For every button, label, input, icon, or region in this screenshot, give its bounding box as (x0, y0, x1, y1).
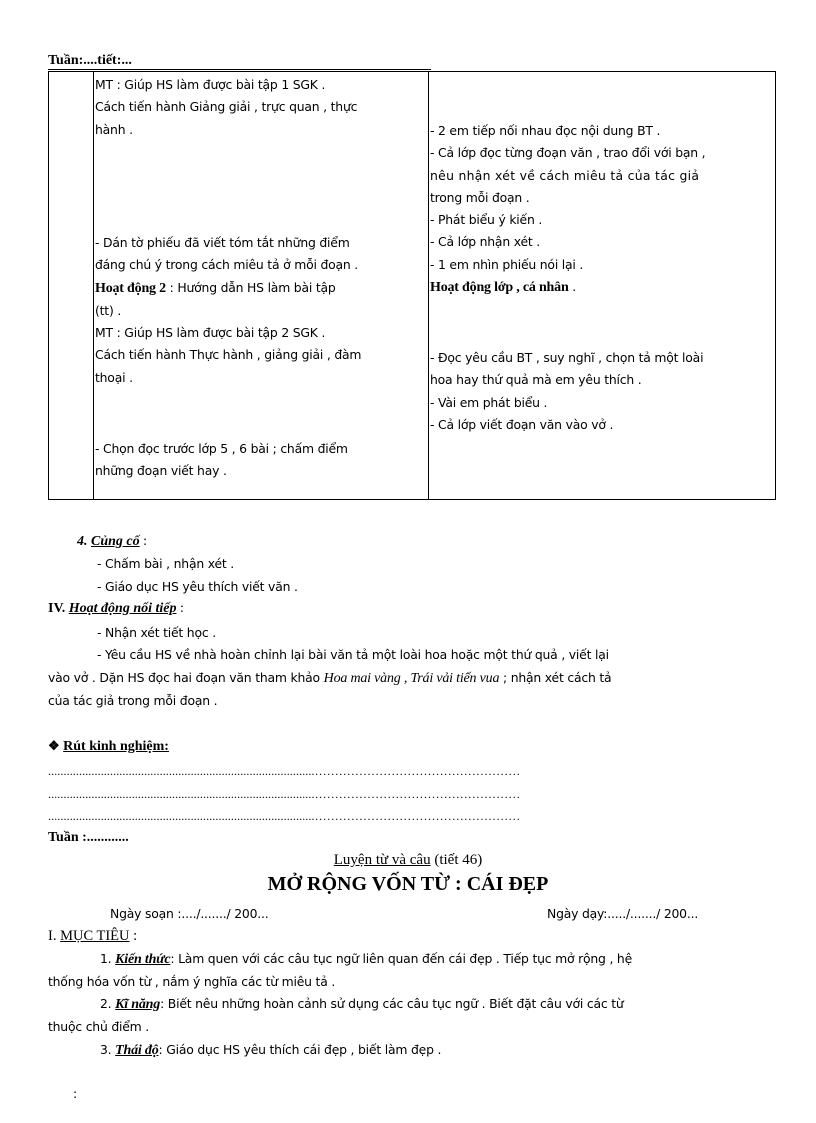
table-row: - Phát biểu ý kiến . (430, 212, 543, 228)
objectives-heading: I. MỤC TIÊU : (48, 928, 138, 944)
section-iv-title: Hoạt động nối tiếp (68, 601, 177, 616)
table-row: Cách tiến hành Giảng giải , trực quan , thực (95, 99, 358, 115)
table-row: những đoạn viết hay . (95, 463, 227, 479)
experience-heading (48, 737, 169, 756)
table-left-column-3 (95, 438, 428, 483)
lesson-subject: Luyện từ và câu (333, 852, 431, 868)
table-right-column-2 (430, 347, 775, 436)
table-row: hành . (95, 121, 133, 137)
activity-class-label: Hoạt động lớp , cá nhân (430, 280, 569, 296)
table-left-column (95, 74, 428, 141)
table-row: - Cả lớp nhận xét . (430, 234, 541, 250)
table-row: - Cả lớp viết đoạn văn vào vở . (430, 416, 614, 432)
objective-label: Thái độ (115, 1043, 159, 1058)
dotted-line: ......................................................................................…………………………………………… (48, 809, 521, 823)
experience-title: Rút kinh nghiệm: (63, 739, 169, 754)
table-row: Hoạt động lớp , cá nhân . (430, 279, 577, 296)
section-iv-item-cont: vào vở . Dặn HS đọc hai đoạn văn tham khảo Hoa mai vàng , Trái vải tiến vua ; nhận xét cách tả (48, 670, 612, 686)
lesson-subject-line: Luyện từ và câu (tiết 46) (333, 852, 483, 868)
table-row: - Cả lớp đọc từng đoạn văn , trao đổi với bạn , (430, 145, 706, 161)
objective-label: Kiến thức (115, 952, 171, 967)
table-row: nêu nhận xét về cách miêu tả của tác giả (430, 167, 700, 183)
activity-2-label: Hoạt động 2 (95, 280, 166, 296)
table-row: trong mỗi đoạn . (430, 189, 530, 205)
section-4-item: - Giáo dục HS yêu thích viết văn . (97, 579, 298, 594)
objective-label: Kĩ năng (115, 997, 161, 1012)
week-period-header: Tuần:....tiết:... (48, 52, 431, 70)
table-row: Cách tiến hành Thực hành , giảng giải , đàm (95, 347, 362, 363)
objective-skill: 2. Kĩ năng: Biết nêu những hoàn cảnh sử dụng các câu tục ngữ . Biết đặt câu với các từ (100, 996, 624, 1012)
reference-titles: Hoa mai vàng , Trái vải tiến vua (323, 671, 500, 686)
table-row: - Chọn đọc trước lớp 5 , 6 bài ; chấm điểm (95, 441, 348, 456)
teach-date: Ngày dạy:...../......./ 200... (547, 906, 699, 921)
objective-skill-cont: thuộc chủ điểm . (48, 1019, 150, 1034)
table-row: - Đọc yêu cầu BT , suy nghĩ , chọn tả một loài (430, 350, 704, 365)
lesson-title: MỞ RỘNG VỐN TỪ : CÁI ĐẸP (267, 873, 549, 895)
section-iv-item-cont: của tác giả trong mỗi đoạn . (48, 693, 218, 708)
objective-knowledge-cont: thống hóa vốn từ , nắm ý nghĩa các từ miêu tả . (48, 974, 336, 989)
table-row: MT : Giúp HS làm được bài tập 2 SGK . (95, 325, 326, 341)
section-iv-heading: IV. Hoạt động nối tiếp : (48, 601, 184, 616)
section-4-item: - Chấm bài , nhận xét . (97, 556, 235, 571)
table-row: - Dán tờ phiếu đã viết tóm tắt những điểm (95, 235, 350, 250)
objectives-title: MỤC TIÊU (60, 928, 130, 944)
section-4-heading: 4. Củng cố : (77, 534, 148, 549)
lesson-week: Tuần :............ (48, 830, 129, 845)
table-row: MT : Giúp HS làm được bài tập 1 SGK . (95, 77, 326, 92)
dotted-line: ......................................................................................…………………………………………… (48, 764, 521, 778)
objective-attitude: 3. Thái độ: Giáo dục HS yêu thích cái đẹp , biết làm đẹp . (100, 1042, 442, 1058)
section-iv-item: - Nhận xét tiết học . (97, 625, 216, 640)
table-row: - Vài em phát biểu . (430, 394, 548, 410)
table-right-column (430, 120, 775, 299)
table-row: (tt) . (95, 302, 122, 318)
prep-date: Ngày soạn :..../......./ 200... (110, 906, 269, 921)
table-row: hoa hay thứ quả mà em yêu thích . (430, 372, 642, 388)
table-row (95, 277, 428, 300)
section-4-title: Củng cố (91, 534, 140, 549)
table-row: - 1 em nhìn phiếu nói lại . (430, 256, 584, 272)
table-row: đáng chú ý trong cách miêu tả ở mỗi đoạn . (95, 257, 359, 273)
dotted-line: ......................................................................................…………………………………………… (48, 787, 521, 801)
table-left-column-2 (95, 232, 428, 389)
objective-knowledge: 1. Kiến thức: Làm quen với các câu tục ngữ liên quan đến cái đẹp . Tiếp tục mở rộng , hệ (100, 951, 632, 967)
table-row: thoại . (95, 369, 133, 385)
diamond-bullet-icon: ❖ (48, 738, 60, 753)
table-row: - 2 em tiếp nối nhau đọc nội dung BT . (430, 123, 661, 138)
section-iv-item: - Yêu cầu HS về nhà hoàn chỉnh lại bài văn tả một loài hoa hoặc một thứ quả , viết lại (97, 647, 609, 662)
trailing-colon: : (73, 1086, 77, 1101)
activity-2-text: : Hướng dẫn HS làm bài tập (165, 279, 336, 295)
